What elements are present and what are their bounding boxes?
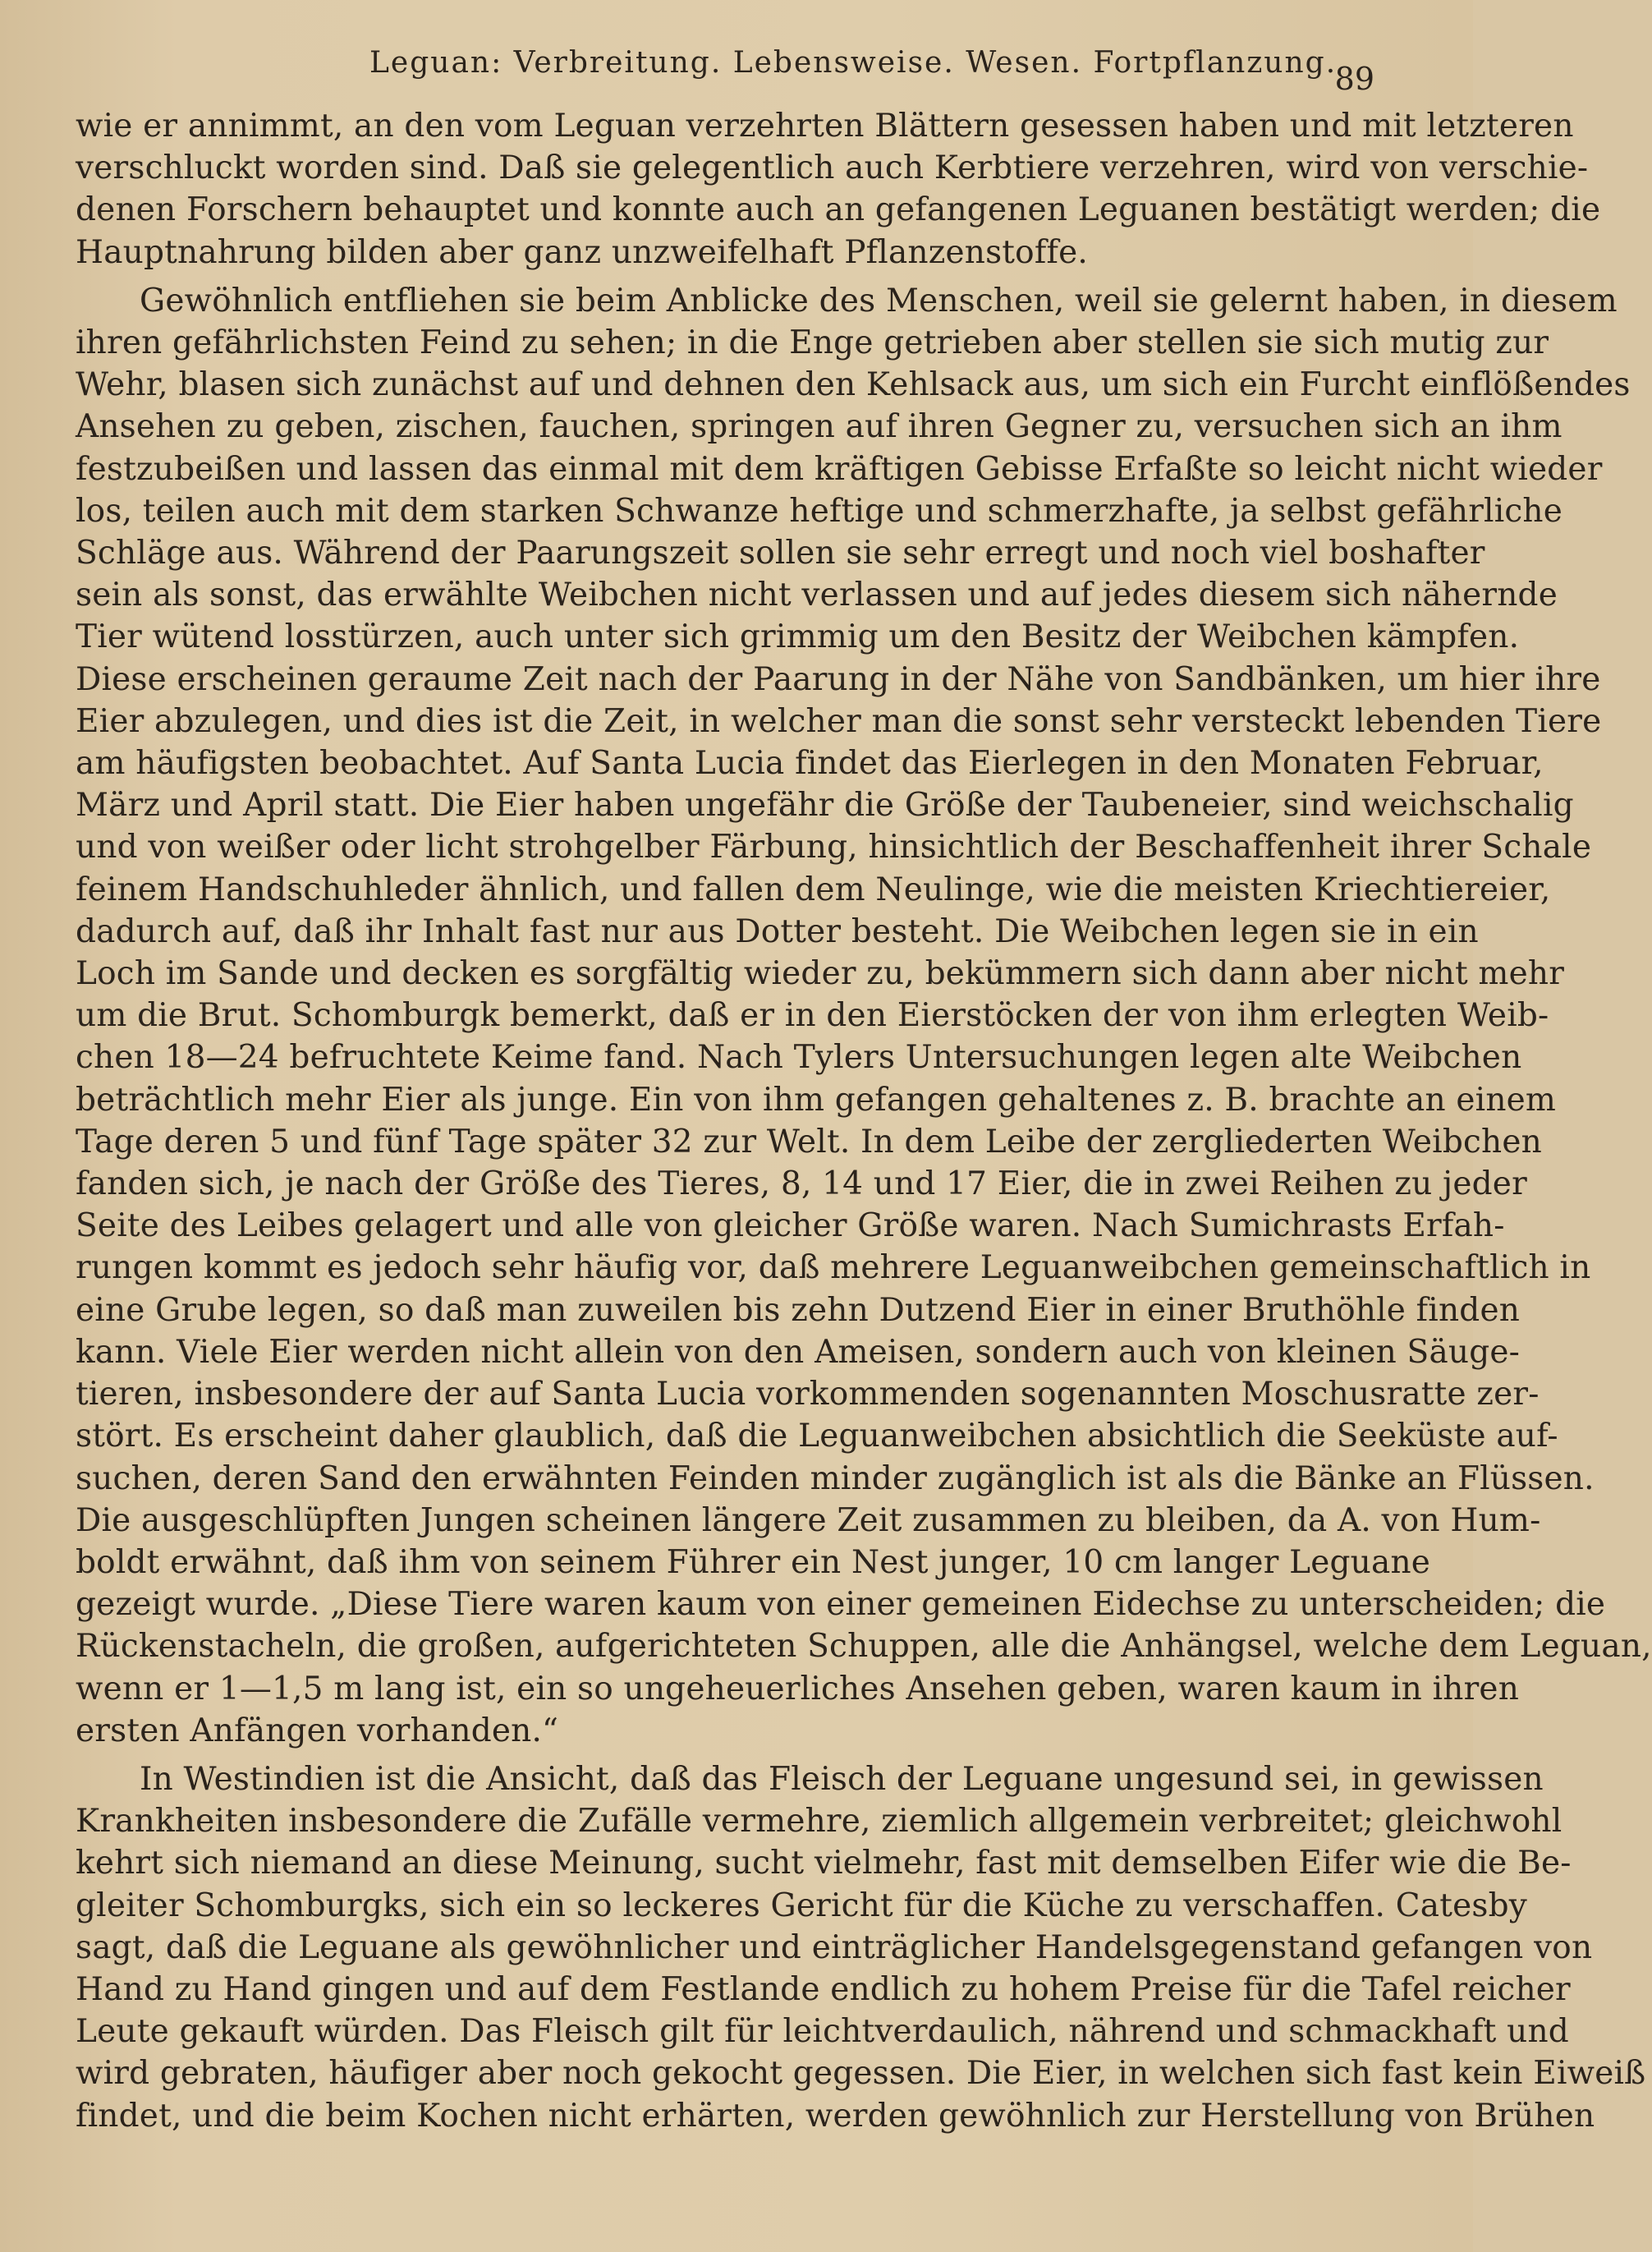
text-line: Seite des Leibes gelagert und alle von gleicher Größe waren. Nach Sumichrasts Erfah- bbox=[76, 1207, 1505, 1245]
text-line: Krankheiten insbesondere die Zufälle vermehre, ziemlich allgemein verbreitet; gleichwohl bbox=[76, 1803, 1563, 1841]
text-line: ersten Anfängen vorhanden.“ bbox=[76, 1712, 559, 1749]
text-line: Loch im Sande und decken es sorgfältig wieder zu, bekümmern sich dann aber nicht mehr bbox=[76, 955, 1565, 993]
text-line: denen Forschern behauptet und konnte auch an gefangenen Leguanen bestätigt werden; die bbox=[76, 191, 1601, 229]
text-line: eine Grube legen, so daß man zuweilen bis zehn Dutzend Eier in einer Bruthöhle finden bbox=[76, 1291, 1521, 1329]
text-line: stört. Es erscheint daher glaublich, daß die Leguanweibchen absichtlich die Seeküste auf- bbox=[76, 1418, 1558, 1455]
text-line: März und April statt. Die Eier haben ungefähr die Größe der Taubeneier, sind weichschalig bbox=[76, 787, 1574, 825]
text-line: am häufigsten beobachtet. Auf Santa Lucia findet das Eierlegen in den Monaten Februar, bbox=[76, 745, 1544, 783]
text-line: beträchtlich mehr Eier als junge. Ein von ihm gefangen gehaltenes z. B. brachte an einem bbox=[76, 1081, 1557, 1119]
text-line: ihren gefährlichsten Feind zu sehen; in die Enge getrieben aber stellen sie sich mutig zur bbox=[76, 324, 1549, 362]
text-line: Rückenstacheln, die großen, aufgerichteten Schuppen, alle die Anhängsel, welche dem Leguan, bbox=[76, 1628, 1652, 1666]
text-line: Eier abzulegen, und dies ist die Zeit, in welcher man die sonst sehr versteckt lebenden Tiere bbox=[76, 702, 1602, 740]
text-line: Ansehen zu geben, zischen, fauchen, springen auf ihren Gegner zu, versuchen sich an ihm bbox=[76, 408, 1563, 446]
text-line: suchen, deren Sand den erwähnten Feinden minder zugänglich ist als die Bänke an Flüssen. bbox=[76, 1459, 1595, 1497]
text-line: gezeigt wurde. „Diese Tiere waren kaum von einer gemeinen Eidechse zu unterscheiden; die bbox=[76, 1586, 1606, 1624]
text-line: dadurch auf, daß ihr Inhalt fast nur aus Dotter besteht. Die Weibchen legen sie in ein bbox=[76, 912, 1479, 950]
page-header bbox=[74, 41, 1399, 99]
text-line: chen 18—24 befruchtete Keime fand. Nach Tylers Untersuchungen legen alte Weibchen bbox=[76, 1039, 1522, 1077]
text-line: Tage deren 5 und fünf Tage später 32 zur Welt. In dem Leibe der zergliederten Weibchen bbox=[76, 1123, 1542, 1160]
text-line: Schläge aus. Während der Paarungszeit sollen sie sehr erregt und noch viel boshafter bbox=[76, 535, 1485, 572]
text-line: Gewöhnlich entfliehen sie beim Anblicke des Menschen, weil sie gelernt haben, in diesem bbox=[140, 282, 1618, 319]
paragraph bbox=[76, 105, 1601, 273]
text-line: wird gebraten, häufiger aber noch gekocht gegessen. Die Eier, in welchen sich fast kein Eiweiß bbox=[76, 2055, 1646, 2093]
text-line: wenn er 1—1,5 m lang ist, ein so ungeheuerliches Ansehen geben, waren kaum in ihren bbox=[76, 1670, 1520, 1707]
running-head: Leguan: Verbreitung. Lebensweise. Wesen. Fortpflanzung. bbox=[369, 46, 1338, 80]
text-line: tieren, insbesondere der auf Santa Lucia vorkommenden sogenannten Moschusratte zer- bbox=[76, 1376, 1540, 1413]
text-line: rungen kommt es jedoch sehr häufig vor, daß mehrere Leguanweibchen gemeinschaftlich in bbox=[76, 1249, 1591, 1287]
paragraph bbox=[76, 280, 1652, 1752]
text-line: festzubeißen und lassen das einmal mit dem kräftigen Gebisse Erfaßte so leicht nicht wieder bbox=[76, 450, 1603, 488]
text-line: Die ausgeschlüpften Jungen scheinen längere Zeit zusammen zu bleiben, da A. von Hum- bbox=[76, 1501, 1541, 1539]
text-line: um die Brut. Schomburgk bemerkt, daß er in den Eierstöcken der von ihm erlegten Weib- bbox=[76, 997, 1549, 1035]
text-line: findet, und die beim Kochen nicht erhärten, werden gewöhnlich zur Herstellung von Brühen bbox=[76, 2097, 1595, 2135]
text-line: Tier wütend losstürzen, auch unter sich grimmig um den Besitz der Weibchen kämpfen. bbox=[76, 618, 1520, 656]
body-text bbox=[76, 105, 1652, 2219]
text-line: und von weißer oder licht strohgelber Färbung, hinsichtlich der Beschaffenheit ihrer Schale bbox=[76, 829, 1592, 866]
text-line: kehrt sich niemand an diese Meinung, sucht vielmehr, fast mit demselben Eifer wie die Be- bbox=[76, 1845, 1572, 1882]
text-line: boldt erwähnt, daß ihm von seinem Führer ein Nest junger, 10 cm langer Leguane bbox=[76, 1543, 1431, 1581]
page-number: 89 bbox=[1334, 61, 1374, 97]
text-line: Hand zu Hand gingen und auf dem Festlande endlich zu hohem Preise für die Tafel reicher bbox=[76, 1970, 1571, 2008]
text-line: verschluckt worden sind. Daß sie gelegentlich auch Kerbtiere verzehren, wird von verschie- bbox=[76, 149, 1589, 187]
text-line: kann. Viele Eier werden nicht allein von den Ameisen, sondern auch von kleinen Säuge- bbox=[76, 1333, 1521, 1371]
text-line: sein als sonst, das erwählte Weibchen nicht verlassen und auf jedes diesem sich nähernde bbox=[76, 577, 1558, 614]
text-line: gleiter Schomburgks, sich ein so leckeres Gericht für die Küche zu verschaffen. Catesby bbox=[76, 1887, 1527, 1924]
text-line: Leute gekauft würden. Das Fleisch gilt für leichtverdaulich, nährend und schmackhaft und bbox=[76, 2013, 1569, 2051]
text-line: In Westindien ist die Ansicht, daß das Fleisch der Leguane ungesund sei, in gewissen bbox=[140, 1760, 1544, 1798]
text-line: Wehr, blasen sich zunächst auf und dehnen den Kehlsack aus, um sich ein Furcht einflößendes bbox=[76, 366, 1631, 404]
text-line: feinem Handschuhleder ähnlich, und fallen dem Neulinge, wie die meisten Kriechtiereier, bbox=[76, 871, 1551, 908]
text-line: Hauptnahrung bilden aber ganz unzweifelhaft Pflanzenstoffe. bbox=[76, 233, 1088, 271]
text-line: sagt, daß die Leguane als gewöhnlicher und einträglicher Handelsgegenstand gefangen von bbox=[76, 1928, 1593, 1966]
text-line: wie er annimmt, an den vom Leguan verzehrten Blättern gesessen haben und mit letzteren bbox=[76, 108, 1574, 145]
paragraph bbox=[76, 1758, 1646, 2137]
text-line: Diese erscheinen geraume Zeit nach der Paarung in der Nähe von Sandbänken, um hier ihre bbox=[76, 660, 1601, 698]
text-line: los, teilen auch mit dem starken Schwanze heftige und schmerzhafte, ja selbst gefährliche bbox=[76, 492, 1563, 530]
text-line: fanden sich, je nach der Größe des Tieres, 8, 14 und 17 Eier, die in zwei Reihen zu jeder bbox=[76, 1165, 1527, 1203]
